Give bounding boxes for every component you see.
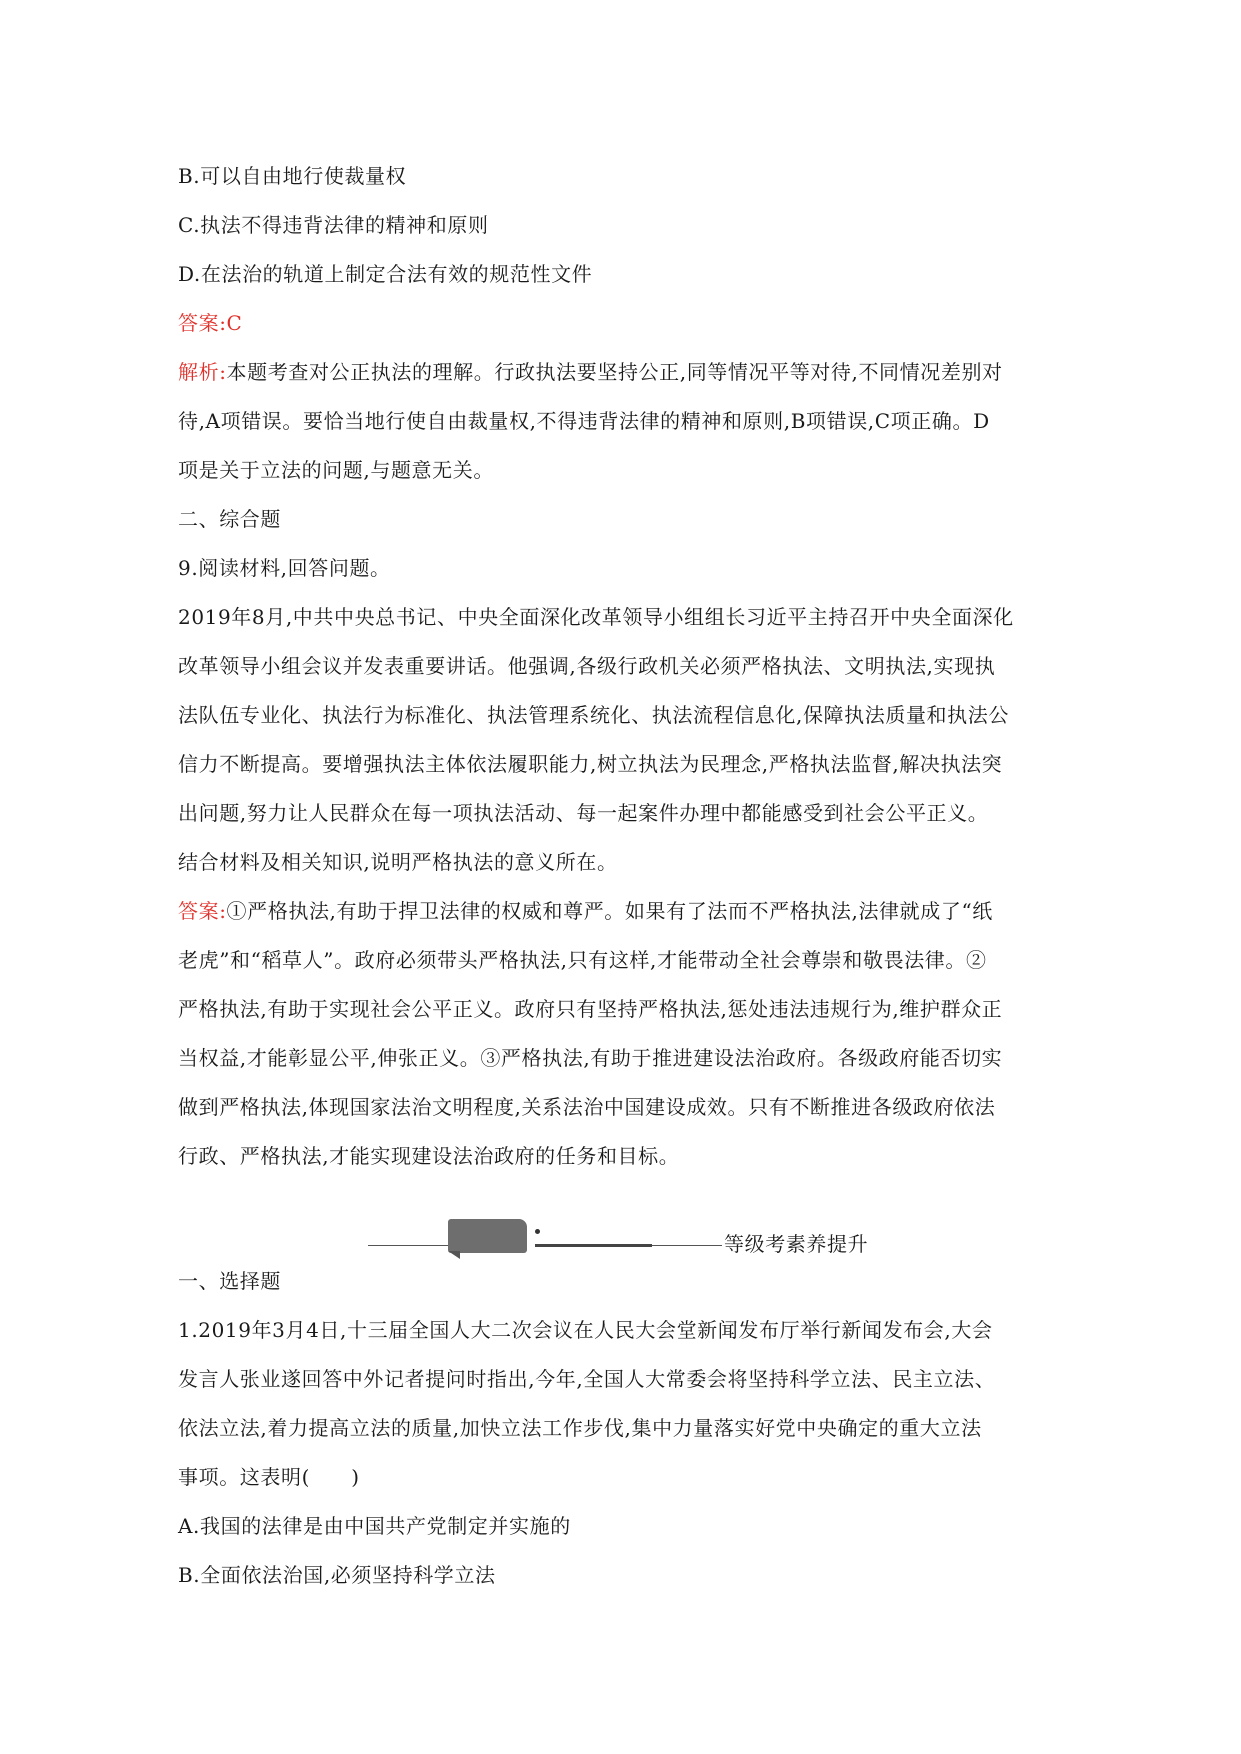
answer-value: C — [226, 311, 243, 335]
answer-line: 行政、严格执法,才能实现建设法治政府的任务和目标。 — [178, 1144, 680, 1168]
material-line: 法队伍专业化、执法行为标准化、执法管理系统化、执法流程信息化,保障执法质量和执法公 — [178, 703, 1009, 727]
analysis-label: 解析: — [178, 360, 227, 384]
option-a: A.我国的法律是由中国共产党制定并实施的 — [178, 1514, 571, 1538]
answer-line: 做到严格执法,体现国家法治文明程度,关系法治中国建设成效。只有不断推进各级政府依法 — [178, 1095, 996, 1119]
divider-rule — [368, 1245, 448, 1246]
document-page — [178, 152, 1068, 1600]
answer-line: 当权益,才能彰显公平,伸张正义。③严格执法,有助于推进建设法治政府。各级政府能否切实 — [178, 1046, 1003, 1070]
answer-text: ①严格执法,有助于捍卫法律的权威和尊严。如果有了法而不严格执法,法律就成了“纸 — [226, 899, 993, 923]
divider-badge — [448, 1219, 527, 1253]
option-b: B.全面依法治国,必须坚持科学立法 — [178, 1563, 496, 1587]
material-line: 信力不断提高。要增强执法主体依法履职能力,树立执法为民理念,严格执法监督,解决执法突 — [178, 752, 1003, 776]
section-title: 一、选择题 — [178, 1269, 281, 1293]
answer-label: 答案: — [178, 899, 227, 923]
analysis-line — [178, 348, 1068, 397]
analysis-line: 项是关于立法的问题,与题意无关。 — [178, 458, 494, 482]
material-line: 改革领导小组会议并发表重要讲话。他强调,各级行政机关必须严格执法、文明执法,实现执 — [178, 654, 996, 678]
answer-line: 严格执法,有助于实现社会公平正义。政府只有坚持严格执法,惩处违法违规行为,维护群众正 — [178, 997, 1003, 1021]
question-line: 事项。这表明( ) — [178, 1465, 360, 1489]
analysis-text: 本题考查对公正执法的理解。行政执法要坚持公正,同等情况平等对待,不同情况差别对 — [226, 360, 1003, 384]
divider-dot — [535, 1229, 540, 1234]
analysis-line: 待,A项错误。要恰当地行使自由裁量权,不得违背法律的精神和原则,B项错误,C项正确。D — [178, 409, 990, 433]
question-title: 9.阅读材料,回答问题。 — [178, 556, 391, 580]
question-line: 1.2019年3月4日,十三届全国人大二次会议在人民大会堂新闻发布厅举行新闻发布会,大会 — [178, 1318, 993, 1342]
option-c-prev: C.执法不得违背法律的精神和原则 — [178, 213, 489, 237]
question-prompt: 结合材料及相关知识,说明严格执法的意义所在。 — [178, 850, 618, 874]
option-b-prev: B.可以自由地行使裁量权 — [178, 164, 407, 188]
divider-rule-thick — [535, 1244, 652, 1247]
divider-badge-tail — [448, 1251, 460, 1259]
divider-label: 等级考素养提升 — [724, 1232, 869, 1256]
question-line: 依法立法,着力提高立法的质量,加快立法工作步伐,集中力量落实好党中央确定的重大立法 — [178, 1416, 982, 1440]
answer-line — [178, 299, 1068, 348]
answer-line: 老虎”和“稻草人”。政府必须带头严格执法,只有这样,才能带动全社会尊崇和敬畏法律。② — [178, 948, 987, 972]
material-line: 出问题,努力让人民群众在每一项执法活动、每一起案件办理中都能感受到社会公平正义。 — [178, 801, 989, 825]
material-line: 2019年8月,中共中央总书记、中央全面深化改革领导小组组长习近平主持召开中央全面深化 — [178, 605, 1014, 629]
question-line: 发言人张业遂回答中外记者提问时指出,今年,全国人大常委会将坚持科学立法、民主立法、 — [178, 1367, 996, 1391]
option-d-prev: D.在法治的轨道上制定合法有效的规范性文件 — [178, 262, 593, 286]
section-title: 二、综合题 — [178, 507, 281, 531]
answer-line — [178, 887, 1068, 936]
section-divider — [178, 1189, 1068, 1257]
answer-label: 答案: — [178, 311, 227, 335]
divider-rule — [652, 1245, 722, 1246]
